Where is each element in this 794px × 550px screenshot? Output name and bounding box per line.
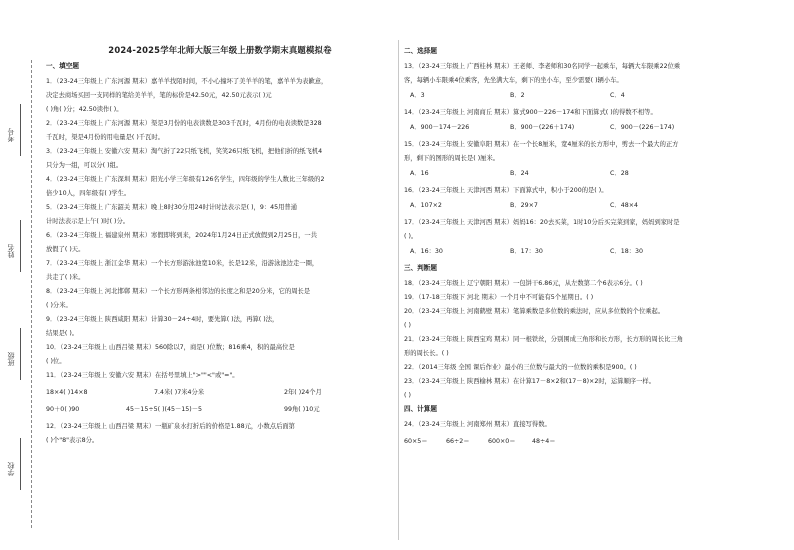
option-a: A．16：30 [410,248,443,255]
question-7-line-2: 共走了( )米。 [46,274,85,281]
binding-dashed-line [31,60,32,528]
question-2-line-1: 2．（23-24三年级上 广东河源 期末）渠是3月份的电表读数是303千瓦时，4月份的电表读数是328 [46,120,322,127]
option-b: B．900－(226＋174) [510,124,575,131]
question-13-line-2: 客，每辆小车限乘4位乘客，先坐满大车，剩下的坐小车，至少需要( )辆小车。 [404,77,623,84]
compare-item: 18×4( )14×8 [46,389,88,396]
question-11-row-1 [46,386,394,399]
binding-underline [20,104,21,156]
question-17-line-1: 17．（23-24三年级上 天津河西 期末）妈妈16：20去买菜，1时10分后买完菜到家，妈妈到家时是 [404,219,680,226]
option-a: A．900－174－226 [410,124,470,131]
section-heading-fill-in: 一、填空题 [46,62,79,70]
question-10-line-2: ( )位。 [46,358,66,365]
option-a: A．3 [410,92,425,99]
question-7-line-1: 7．（23-24三年级上 浙江金华 期末）一个长方形游泳池宽10米，长是12米，沿游泳池边走一圈， [46,260,319,267]
section-heading-judge: 三、判断题 [404,264,437,272]
question-21-line-1: 21．（23-24三年级上 陕西宝鸡 期末）同一根铁丝，分别围成三角形和长方形，长方形的周长比三角 [404,336,684,343]
calc-item: 60×5＝ [404,438,428,445]
binding-label-school: 学校 [7,462,15,476]
question-14-line-1: 14．（23-24三年级上 河南商丘 期末）算式900－226－174和下面算式( )的得数不相等。 [404,109,657,116]
question-8-line-1: 8．（23-24三年级上 河北邯郸 期末）一个长方形两条相邻边的长度之和是20分米，它的周长是 [46,288,311,295]
question-13-options [410,89,782,102]
binding-label-class: 班级 [7,352,15,366]
question-9-line-1: 9．（23-24三年级上 陕西咸阳 期末）计算30－24÷4时，要先算( )法，再算( )法， [46,316,279,323]
question-1-line-2: 决定去商场买回一支同样的笔给美羊羊，笔的标价是42.50元，42.50元表示( )元 [46,92,272,99]
question-4-line-1: 4．（23-24三年级上 广东深圳 期末）阳光小学三年级有126名学生，四年级的学生人数比三年级的2 [46,176,325,183]
binding-strip [0,0,40,550]
exam-title: 2024-2025学年北师大版三年级上册数学期末真题模拟卷 [108,45,332,55]
question-21-line-2: 形的周长长。( ) [404,350,449,357]
section-heading-choice: 二、选择题 [404,47,437,55]
option-c: C．18：30 [610,248,644,255]
question-24-line-1: 24．（23-24三年级上 河南郑州 期末）直接写得数。 [404,421,551,428]
right-column [404,44,782,449]
question-13-line-1: 13．（23-24三年级上 广西桂林 期末）王老师、李老师和30名同学一起乘车，每辆大车限乘22位乘 [404,63,681,70]
question-1-line-3: ( )角( )分；42.50读作( )。 [46,106,123,113]
question-23-line-1: 23．（23-24三年级上 陕西榆林 期末）在计算17－8×2和(17－8)×2时，运算顺序一样。 [404,378,655,385]
question-14-options [410,121,782,134]
question-24-row [404,435,782,448]
question-4-line-2: 倍少10人，四年级有( )学生。 [46,190,131,197]
option-a: A．16 [410,170,429,177]
question-15-options [410,167,782,180]
question-12-line-1: 12．（23-24三年级上 山西吕梁 期末）一瓶矿泉水打折后的价格是1.88元，小数点后面第 [46,423,295,430]
section-heading-calculation: 四、计算题 [404,405,437,413]
question-5-line-1: 5．（23-24三年级上 广东韶关 期末）晚上8时30分用24时计时法表示是( )，9：45用普通 [46,204,298,211]
question-16-options [410,199,782,212]
question-22: 22．（2014三年级 全国 课后作业）最小的三位数与最大的一位数的乘积是900。( ) [404,364,637,371]
question-8-line-2: ( )分米。 [46,302,72,309]
binding-label-exam-number: 考号 [7,128,15,142]
compare-item: 7.4米( )7米4分米 [154,389,205,396]
option-c: C．4 [610,92,625,99]
binding-label-name: 姓名 [7,244,15,258]
left-column [46,38,394,448]
question-1-line-1: 1．（23-24三年级上 广东河源 期末）嘉羊羊找陌时间，不小心撞坏了美羊羊的笔，嘉羊羊为表歉意， [46,78,328,85]
calc-item: 600×0＝ [488,438,516,445]
question-19: 19．（17-18三年级下 河北 期末）一个月中不可能有5个星期日。( ) [404,294,594,301]
question-16-line-1: 16．（23-24三年级上 天津河西 期末）下面算式中，积小于200的是( )。 [404,187,608,194]
option-b: B．17：30 [510,248,543,255]
option-a: A．107×2 [410,202,442,209]
question-17-options [410,245,782,258]
question-9-line-2: 结果是( )。 [46,330,79,337]
question-20-line-2: ( ) [404,322,411,329]
binding-underline [20,438,21,490]
compare-item: 45－15÷5( )(45－15)－5 [126,406,203,413]
column-divider [398,40,399,540]
binding-underline [20,220,21,272]
question-12-line-2: ( )个"8"表示8分。 [46,437,99,444]
question-3-line-2: 只分为一组，可以分( )组。 [46,162,123,169]
option-c: C．900－(226－174) [610,124,675,131]
option-b: B．24 [510,170,529,177]
calc-item: 66÷2＝ [446,438,470,445]
question-23-line-2: ( ) [404,392,411,399]
compare-item: 90＋0( )90 [46,406,80,413]
question-20-line-1: 20．（23-24三年级上 河南鹤壁 期末）笔算乘数是多位数的乘法时，应从多位数的个位乘起。 [404,308,665,315]
question-18: 18．（23-24三年级上 辽宁朝阳 期末）一包饼干6.86元，从左数第二个6表示6分。( ) [404,280,643,287]
question-15-line-1: 15．（23-24三年级上 安徽阜阳 期末）在一个长8厘米，宽4厘米的长方形中，剪去一个最大的正方 [404,141,679,148]
question-10-line-1: 10．（23-24三年级上 山西吕梁 期末）560除以7，商是( )位数；816乘4，积的最高位是 [46,344,295,351]
question-5-line-2: 计时法表示是上午( )时( )分。 [46,218,130,225]
calc-item: 48÷4＝ [532,438,556,445]
compare-item: 2年( )24个月 [284,389,322,396]
option-c: C．28 [610,170,629,177]
binding-underline [20,328,21,380]
question-11-row-2 [46,403,394,416]
question-2-line-2: 千瓦时，渠是4月份的用电量是( )千瓦时。 [46,134,164,141]
question-6-line-1: 6．（23-24三年级上 福建泉州 期末）寒假即将到来，2024年1月24日正式放假到2月25日，一共 [46,232,318,239]
option-b: B．2 [510,92,525,99]
option-c: C．48×4 [610,202,638,209]
compare-item: 99角( )10元 [284,406,320,413]
question-3-line-1: 3．（23-24三年级上 安徽六安 期末）淘气折了22只纸飞机，笑笑26只纸飞机，把他们折的纸飞机4 [46,148,323,155]
question-15-line-2: 形，剩下的图形的周长是( )厘米。 [404,155,500,162]
option-b: B．29×7 [510,202,538,209]
question-11-line-1: 11．（23-24三年级上 安徽六安 期末）在括号里填上">""<"或"="。 [46,372,239,379]
question-17-line-2: ( )。 [404,233,418,240]
question-6-line-2: 放假了( )天。 [46,246,85,253]
